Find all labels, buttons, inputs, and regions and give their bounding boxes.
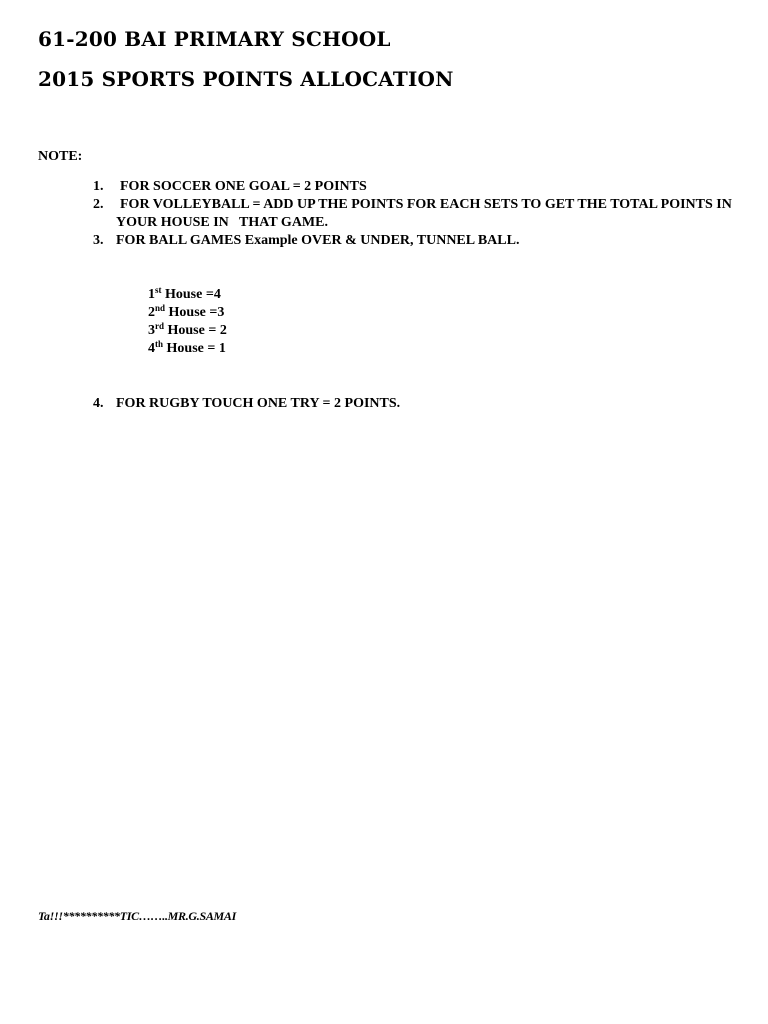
page-subtitle: 2015 SPORTS POINTS ALLOCATION	[38, 67, 454, 91]
house-ordinal: 3	[148, 323, 155, 338]
list-item-number: 4.	[93, 396, 104, 411]
list-item-number: 3.	[93, 233, 104, 248]
list-item-text: FOR SOCCER ONE GOAL = 2 POINTS	[120, 179, 367, 194]
house-ordinal-suffix: st	[155, 285, 162, 295]
house-ordinal: 1	[148, 287, 155, 302]
list-item-text: FOR RUGBY TOUCH ONE TRY = 2 POINTS.	[116, 396, 401, 411]
house-points-item	[148, 286, 221, 304]
house-ordinal: 4	[148, 341, 155, 356]
house-ordinal-suffix: rd	[155, 321, 164, 331]
list-item-text-continued: YOUR HOUSE IN THAT GAME.	[116, 215, 328, 230]
page-title: 61-200 BAI PRIMARY SCHOOL	[38, 27, 391, 51]
house-ordinal-suffix: nd	[155, 303, 166, 313]
house-points-item	[148, 304, 224, 322]
note-label: NOTE:	[38, 149, 83, 164]
house-points-text: House =3	[165, 305, 225, 320]
house-points-text: House =4	[161, 287, 221, 302]
house-points-item	[148, 322, 227, 340]
list-item-number: 2.	[93, 197, 104, 212]
house-points-text: House = 1	[163, 341, 226, 356]
house-ordinal: 2	[148, 305, 155, 320]
list-item-text: FOR VOLLEYBALL = ADD UP THE POINTS FOR EACH SETS TO GET THE TOTAL POINTS IN	[120, 197, 732, 212]
house-points-item	[148, 340, 226, 358]
house-points-text: House = 2	[164, 323, 227, 338]
list-item-number: 1.	[93, 179, 104, 194]
house-ordinal-suffix: th	[155, 339, 164, 349]
list-item-text: FOR BALL GAMES Example OVER & UNDER, TUNNEL BALL.	[116, 233, 520, 248]
signature-line: Ta!!!**********TIC……..MR.G.SAMAI	[38, 909, 237, 923]
